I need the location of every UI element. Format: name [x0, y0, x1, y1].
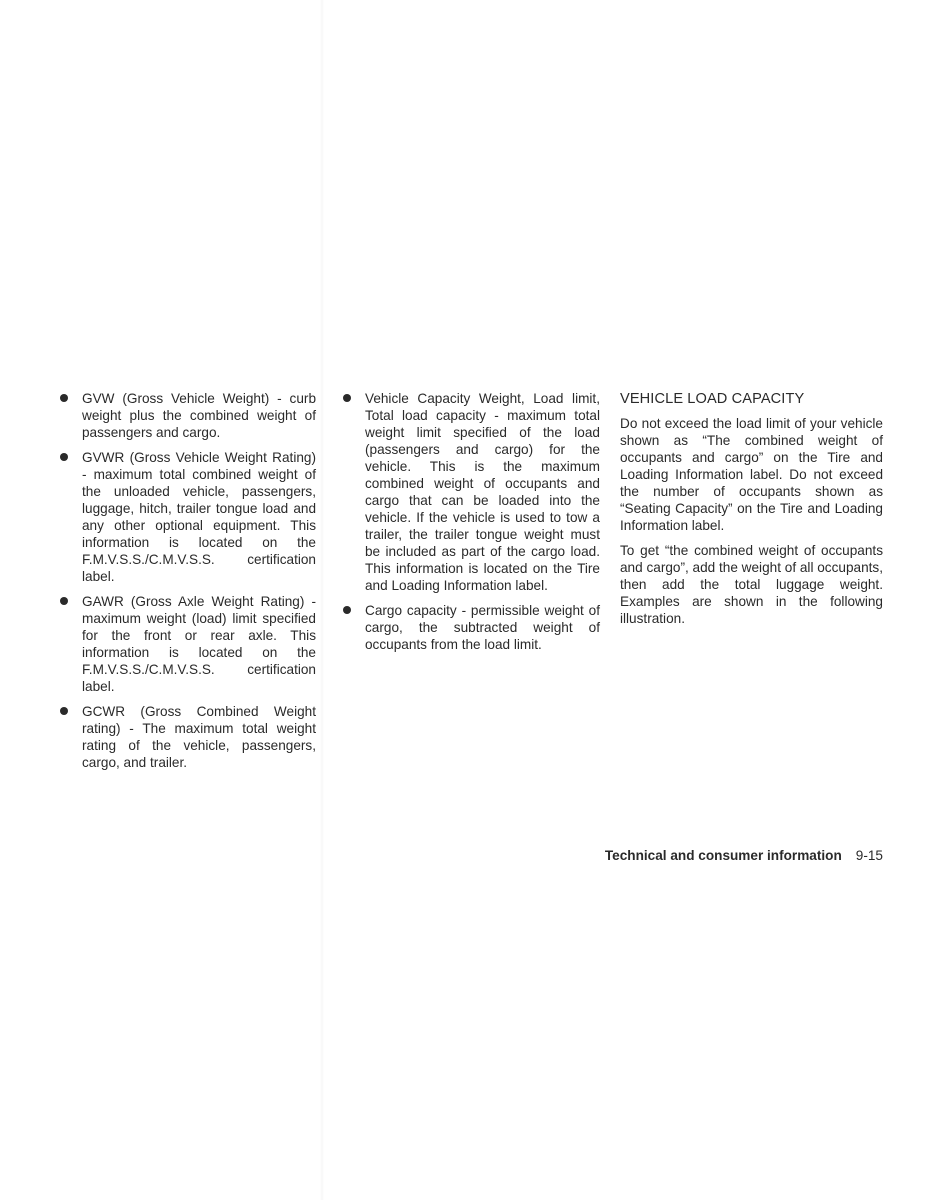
- list-item-gcwr: [58, 703, 316, 771]
- list-item-text: Cargo capacity - permissible weight of cargo, the subtracted weight of occupants from the load limit.: [365, 603, 600, 652]
- page-footer: [600, 847, 883, 865]
- list-item-vehicle-capacity-weight: [341, 390, 600, 594]
- paragraph-combined-weight: To get “the combined weight of occupants and cargo”, add the weight of all occupants, then add the total luggage weight. Examples are shown in the following illustration.: [620, 543, 883, 626]
- section-heading: VEHICLE LOAD CAPACITY: [620, 391, 805, 407]
- bullet-icon: [343, 394, 351, 402]
- bullet-icon: [343, 606, 351, 614]
- list-item-text: GCWR (Gross Combined Weight rating) - The maximum total weight rating of the vehicle, passengers, cargo, and trailer.: [82, 704, 316, 770]
- bullet-icon: [60, 597, 68, 605]
- list-item-gvw: [58, 390, 316, 441]
- list-item-cargo-capacity: [341, 602, 600, 653]
- middle-column: [341, 390, 600, 661]
- bullet-icon: [60, 394, 68, 402]
- list-item-text: GVWR (Gross Vehicle Weight Rating) - maximum total combined weight of the unloaded vehicle, passengers, luggage, hitch, trailer tongue load and any other optional equipment. This information is located on the F.M.V.S.S./C.M.V.S.S. certification label.: [82, 450, 316, 584]
- right-column: [620, 390, 883, 635]
- bullet-icon: [60, 453, 68, 461]
- list-item-gawr: [58, 593, 316, 695]
- list-item-text: GAWR (Gross Axle Weight Rating) - maximum weight (load) limit specified for the front or rear axle. This information is located on the F.M.V.S.S./C.M.V.S.S. certification label.: [82, 594, 316, 694]
- footer-section-title: Technical and consumer information: [604, 848, 842, 863]
- left-column: [58, 390, 316, 779]
- list-item-text: GVW (Gross Vehicle Weight) - curb weight plus the combined weight of passengers and cargo.: [82, 391, 316, 440]
- paragraph-load-limit: Do not exceed the load limit of your vehicle shown as “The combined weight of occupants and cargo” on the Tire and Loading Information label. Do not exceed the number of occupants shown as “Seating Capacity” on the Tire and Loading Information label.: [620, 416, 883, 533]
- definitions-list-left: [58, 390, 316, 771]
- page-fold-shadow: [320, 0, 324, 1200]
- list-item-text: Vehicle Capacity Weight, Load limit, Total load capacity - maximum total weight limit specified of the load (passengers and cargo) for the vehicle. This is the maximum combined weight of occupants and cargo that can be loaded into the vehicle. If the vehicle is used to tow a trailer, the trailer tongue weight must be included as part of the cargo load. This information is located on the Tire and Loading Information label.: [365, 391, 600, 593]
- definitions-list-middle: [341, 390, 600, 653]
- list-item-gvwr: [58, 449, 316, 585]
- page-number: 9-15: [855, 848, 883, 863]
- bullet-icon: [60, 707, 68, 715]
